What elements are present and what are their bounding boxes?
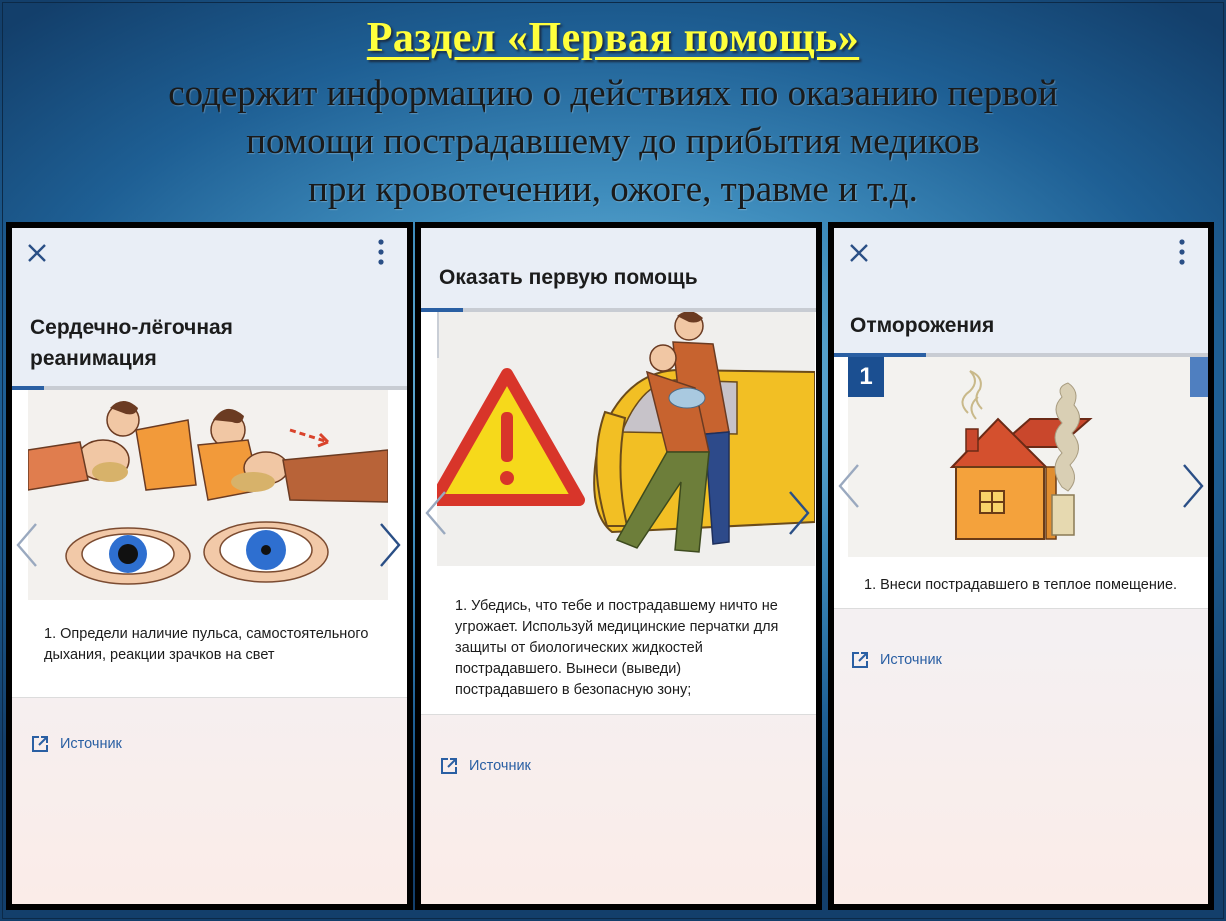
chevron-right-icon[interactable] (786, 488, 812, 538)
slide-subtitle-line-1: содержит информацию о действиях по оказанию первой (168, 73, 1058, 114)
chevron-right-icon[interactable] (1180, 461, 1206, 511)
source-link[interactable] (439, 756, 531, 776)
instruction-card (834, 357, 1208, 609)
phone-screen-frostbite (828, 222, 1214, 910)
source-link[interactable] (30, 734, 122, 754)
instruction-card (421, 312, 816, 715)
screen-title: Отморожения (850, 314, 995, 337)
source-link-label: Источник (60, 736, 122, 752)
more-icon[interactable] (1178, 238, 1186, 266)
chevron-left-icon[interactable] (14, 520, 40, 570)
source-link-label: Источник (469, 758, 531, 774)
phone-screen-cpr (6, 222, 413, 910)
phone-screen-first-aid (415, 222, 822, 910)
screen-title-line-1: Сердечно-лёгочная (30, 316, 233, 339)
screen-header (12, 228, 407, 386)
screen-title: Оказать первую помощь (439, 266, 698, 289)
external-link-icon (30, 734, 50, 754)
slide-header (0, 0, 1226, 222)
external-link-icon (439, 756, 459, 776)
slide-title: Раздел «Первая помощь» (366, 15, 860, 61)
slide-subtitle-line-3: при кровотечении, ожоге, травме и т.д. (308, 169, 918, 210)
chevron-left-icon[interactable] (423, 488, 449, 538)
chevron-right-icon[interactable] (377, 520, 403, 570)
screen-header (421, 228, 816, 308)
close-icon[interactable] (848, 242, 870, 264)
source-link-label: Источник (880, 652, 942, 668)
slide-subtitle-line-2: помощи пострадавшему до прибытия медиков (246, 121, 980, 162)
close-icon[interactable] (26, 242, 48, 264)
step-caption: 1. Внеси пострадавшего в теплое помещение. (864, 577, 1178, 593)
cpr-illustration (28, 390, 388, 600)
first-aid-illustration (437, 312, 815, 566)
step-caption: 1. Убедись, что тебе и пострадавшему ничто не угрожает. Используй медицинские перчатки для защиты от биологических жидкостей пострадавшего. Вынеси (выведи) пострадавшего в безопасную зону; (455, 598, 779, 698)
screen-title-line-2: реанимация (30, 347, 157, 370)
frostbite-illustration (848, 357, 1208, 557)
step-number-badge: 1 (848, 357, 884, 397)
external-link-icon (850, 650, 870, 670)
screen-header (834, 228, 1208, 353)
chevron-left-icon[interactable] (836, 461, 862, 511)
more-icon[interactable] (377, 238, 385, 266)
step-caption: 1. Определи наличие пульса, самостоятельного дыхания, реакции зрачков на свет (44, 626, 369, 663)
instruction-card (12, 390, 407, 698)
source-link[interactable] (850, 650, 942, 670)
screen-title (30, 312, 233, 374)
